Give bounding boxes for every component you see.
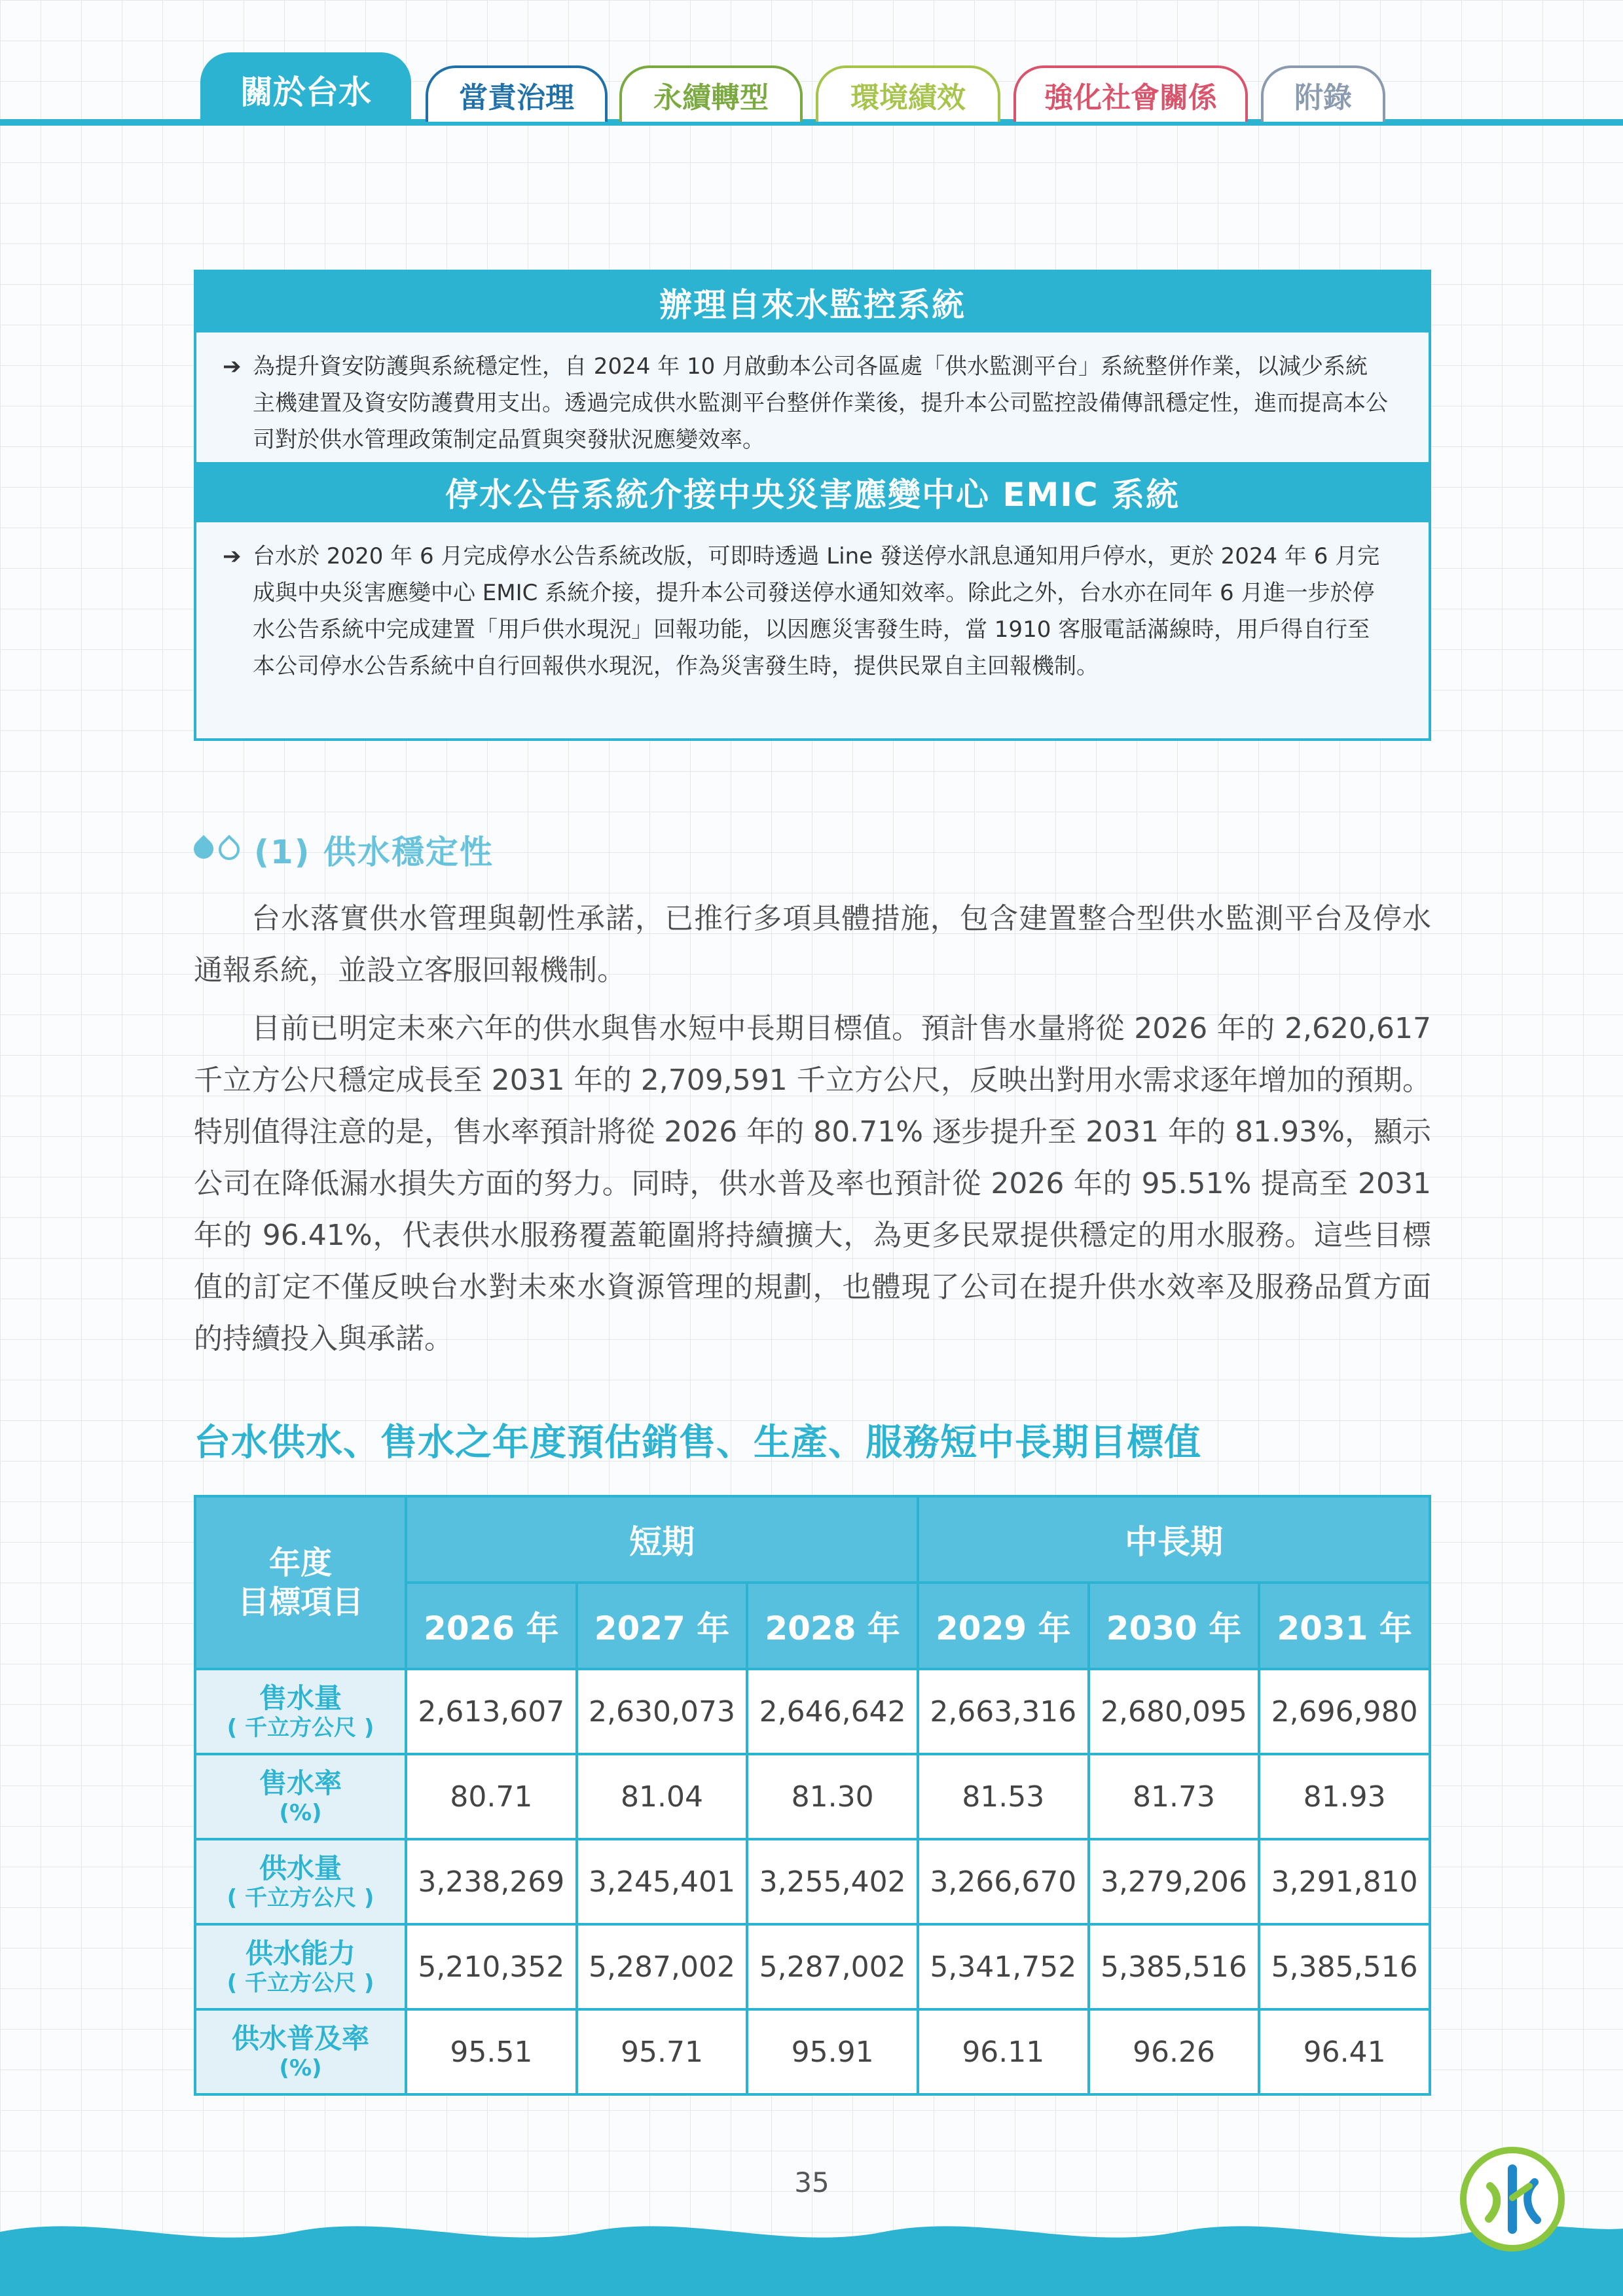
group-header-long: 中長期 bbox=[918, 1496, 1430, 1583]
table-cell: 5,341,752 bbox=[918, 1924, 1089, 2009]
tab-governance[interactable] bbox=[426, 65, 608, 122]
box-body-emic bbox=[196, 522, 1429, 703]
paragraph-1: 台水落實供水管理與韌性承諾，已推行多項具體措施，包含建置整合型供水監測平台及停水通報系統，並設立客服回報機制。 bbox=[194, 902, 1431, 987]
column-header: 2027 年 bbox=[577, 1583, 748, 1669]
column-header: 2026 年 bbox=[406, 1583, 577, 1669]
table-cell: 81.93 bbox=[1259, 1754, 1430, 1839]
tab-appendix-label: 附錄 bbox=[1294, 81, 1352, 115]
corner-label-item: 目標項目 bbox=[237, 1584, 363, 1621]
tab-sustainability[interactable] bbox=[619, 65, 803, 122]
bullet-emic-text: 台水於 2020 年 6 月完成停水公告系統改版，可即時透過 Line 發送停水訊息通知用戶停水，更於 2024 年 6 月完成與中央災害應變中心 EMIC 系統介接，提升本公司發送停水通知效率。除此之外，台水亦在同年 6 月進一步於停水公告系統中完成建置「用戶供水現況」回報功能，以因應災害發生時，當 1910 客服電話滿線時，用戶得自行至本公司停水公告系統中自行回報供水現況，作為災害發生時，提供民眾自主回報機制。 bbox=[253, 543, 1380, 679]
row-label: 供水量 bbox=[259, 1852, 342, 1884]
table-cell: 3,291,810 bbox=[1259, 1839, 1430, 1924]
paragraph-2: 目前已明定未來六年的供水與售水短中長期目標值。預計售水量將從 2026 年的 2,620,617 千立方公尺穩定成長至 2031 年的 2,709,591 千立方公尺，反映出對用水需求逐年增加的預期。特別值得注意的是，售水率預計將從 2026 年的 80.71% 逐步提升至 2031 年的 81.93%，顯示公司在降低漏水損失方面的努力。同時，供水普及率也預計從 2026 年的 95.51% 提高至 2031 年的 96.41%，代表供水服務覆蓋範圍將持續擴大，為更多民眾提供穩定的用水服務。這些目標值的訂定不僅反映台水對未來水資源管理的規劃，也體現了公司在提升供水效率及服務品質方面的持續投入與承諾。 bbox=[194, 1012, 1431, 1355]
table-cell: 2,613,607 bbox=[406, 1669, 577, 1754]
box-header-emic: 停水公告系統介接中央災害應變中心 EMIC 系統 bbox=[196, 462, 1429, 522]
row-label: 售水率 bbox=[259, 1767, 342, 1799]
water-company-logo-icon bbox=[1473, 2160, 1552, 2238]
bullet-monitoring bbox=[223, 348, 1389, 458]
table-cell: 3,279,206 bbox=[1089, 1839, 1260, 1924]
tab-sustainability-label: 永續轉型 bbox=[653, 81, 769, 115]
row-label: 供水普及率 bbox=[231, 2022, 369, 2054]
tab-social[interactable] bbox=[1013, 65, 1248, 122]
table-cell: 3,255,402 bbox=[747, 1839, 918, 1924]
water-drops-icon bbox=[194, 839, 245, 860]
row-header bbox=[195, 2009, 406, 2094]
row-unit: ( 千立方公尺 ) bbox=[227, 1970, 374, 1996]
table-row bbox=[195, 2009, 1430, 2094]
info-box bbox=[194, 270, 1431, 741]
table-cell: 96.11 bbox=[918, 2009, 1089, 2094]
row-header bbox=[195, 1924, 406, 2009]
tab-social-label: 強化社會關係 bbox=[1044, 81, 1217, 115]
section-heading bbox=[194, 829, 494, 870]
column-header: 2031 年 bbox=[1259, 1583, 1430, 1669]
corner-label-year: 年度 bbox=[268, 1545, 332, 1581]
section-title: (1) 供水穩定性 bbox=[254, 833, 494, 871]
column-header: 2030 年 bbox=[1089, 1583, 1260, 1669]
group-header-short: 短期 bbox=[406, 1496, 918, 1583]
row-header bbox=[195, 1839, 406, 1924]
tab-about-label: 關於台水 bbox=[240, 73, 371, 111]
table-cell: 3,245,401 bbox=[577, 1839, 748, 1924]
table-cell: 81.04 bbox=[577, 1754, 748, 1839]
row-unit: ( 千立方公尺 ) bbox=[227, 1715, 374, 1741]
table-cell: 2,646,642 bbox=[747, 1669, 918, 1754]
tab-environment-label: 環境績效 bbox=[850, 81, 966, 115]
table-cell: 95.91 bbox=[747, 2009, 918, 2094]
row-label: 售水量 bbox=[259, 1682, 342, 1714]
table-corner-header bbox=[195, 1496, 406, 1669]
tab-about[interactable] bbox=[200, 52, 411, 124]
tab-environment[interactable] bbox=[816, 65, 1000, 122]
table-row bbox=[195, 1669, 1430, 1754]
table-cell: 95.71 bbox=[577, 2009, 748, 2094]
table-cell: 5,287,002 bbox=[747, 1924, 918, 2009]
table-cell: 80.71 bbox=[406, 1754, 577, 1839]
table-cell: 5,287,002 bbox=[577, 1924, 748, 2009]
bullet-monitoring-text: 為提升資安防護與系統穩定性，自 2024 年 10 月啟動本公司各區處「供水監測平台」系統整併作業，以減少系統主機建置及資安防護費用支出。透過完成供水監測平台整併作業後，提升本公司監控設備傳訊穩定性，進而提高本公司對於供水管理政策制定品質與突發狀況應變效率。 bbox=[253, 353, 1388, 453]
row-header bbox=[195, 1669, 406, 1754]
table-cell: 2,630,073 bbox=[577, 1669, 748, 1754]
footer-wave bbox=[0, 2206, 1623, 2296]
tab-appendix[interactable] bbox=[1261, 65, 1385, 122]
arrow-right-icon: ➔ bbox=[223, 543, 242, 569]
box-header-monitoring: 辦理自來水監控系統 bbox=[196, 272, 1429, 332]
table-cell: 3,266,670 bbox=[918, 1839, 1089, 1924]
row-unit: (%) bbox=[279, 1800, 322, 1826]
bullet-emic bbox=[223, 538, 1389, 685]
table-cell: 81.73 bbox=[1089, 1754, 1260, 1839]
table-row bbox=[195, 1754, 1430, 1839]
page-number: 35 bbox=[794, 2166, 830, 2198]
table-title: 台水供水、售水之年度預估銷售、生產、服務短中長期目標值 bbox=[194, 1422, 1201, 1464]
row-header bbox=[195, 1754, 406, 1839]
table-cell: 2,680,095 bbox=[1089, 1669, 1260, 1754]
column-header: 2028 年 bbox=[747, 1583, 918, 1669]
table-cell: 81.30 bbox=[747, 1754, 918, 1839]
row-unit: ( 千立方公尺 ) bbox=[227, 1885, 374, 1911]
table-cell: 81.53 bbox=[918, 1754, 1089, 1839]
targets-table bbox=[194, 1495, 1431, 2096]
table-cell: 96.26 bbox=[1089, 2009, 1260, 2094]
table-cell: 5,385,516 bbox=[1089, 1924, 1260, 2009]
tab-governance-label: 當責治理 bbox=[459, 81, 574, 115]
table-row bbox=[195, 1924, 1430, 2009]
table-cell: 3,238,269 bbox=[406, 1839, 577, 1924]
table-cell: 5,210,352 bbox=[406, 1924, 577, 2009]
table-cell: 96.41 bbox=[1259, 2009, 1430, 2094]
table-cell: 2,696,980 bbox=[1259, 1669, 1430, 1754]
arrow-right-icon: ➔ bbox=[223, 353, 242, 380]
row-unit: (%) bbox=[279, 2055, 322, 2081]
table-row bbox=[195, 1839, 1430, 1924]
table-cell: 5,385,516 bbox=[1259, 1924, 1430, 2009]
box-body-monitoring bbox=[196, 332, 1429, 462]
row-label: 供水能力 bbox=[245, 1937, 356, 1969]
table-cell: 95.51 bbox=[406, 2009, 577, 2094]
column-header: 2029 年 bbox=[918, 1583, 1089, 1669]
company-logo bbox=[1460, 2147, 1565, 2251]
table-cell: 2,663,316 bbox=[918, 1669, 1089, 1754]
